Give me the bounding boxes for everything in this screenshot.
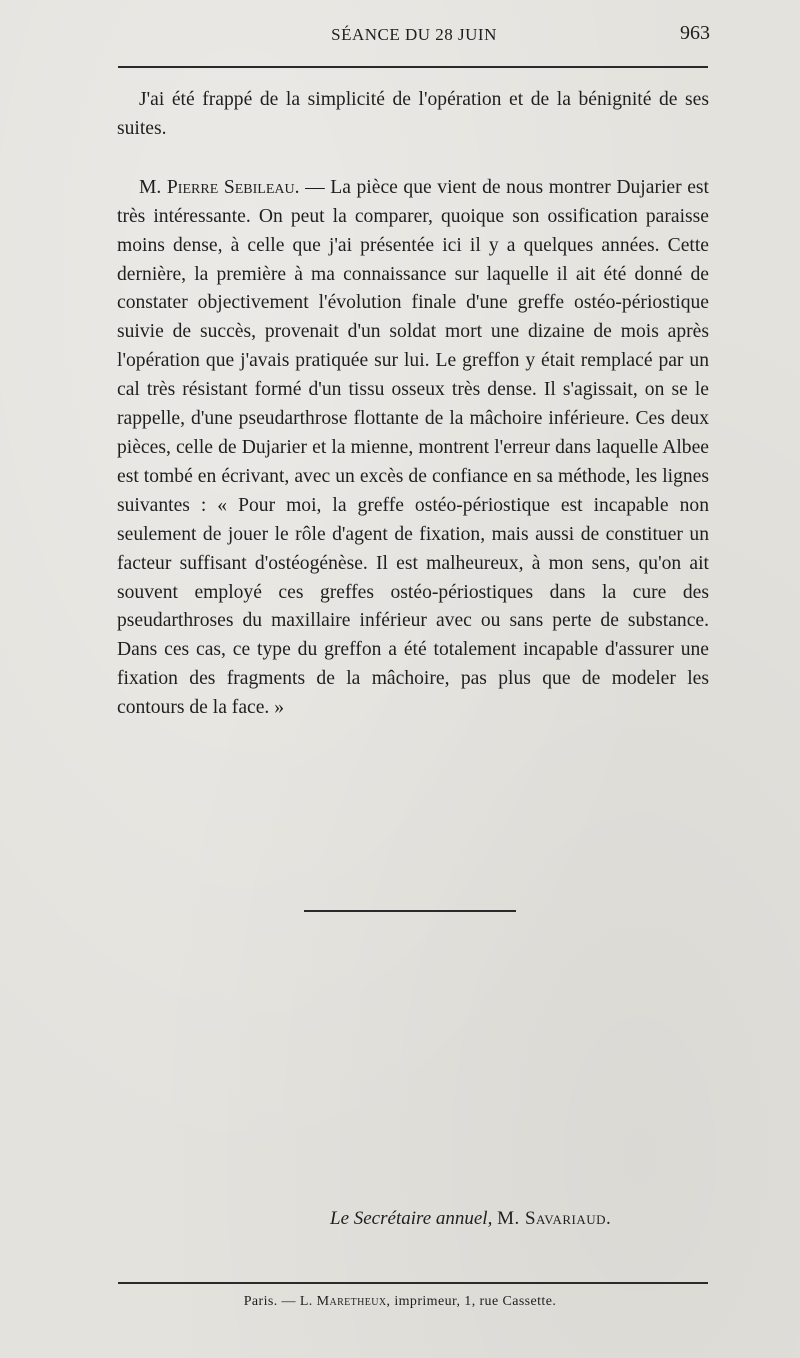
header-rule <box>118 66 708 68</box>
speaker-name: M. Pierre Sebileau. <box>139 176 300 198</box>
footer-rule <box>118 1282 708 1284</box>
signature-name: M. Savariaud. <box>497 1208 612 1229</box>
imprint-printer: L. Maretheux, <box>299 1294 391 1309</box>
running-title: SÉANCE DU 28 JUIN <box>331 25 497 44</box>
imprint <box>0 1294 800 1310</box>
paragraph-2 <box>117 174 709 723</box>
signature <box>330 1208 611 1230</box>
running-head <box>118 22 710 50</box>
page-number: 963 <box>680 22 710 44</box>
paragraph-2-text: — La pièce que vient de nous montrer Dujarier est très intéressante. On peut la comparer, quoique son ossification paraisse moins dense, à celle que j'ai présentée ici il y a quelques années. Cette dernière, la première à ma connaissance sur laquelle il ait été donné de constater objectivement l'évolution finale d'une greffe ostéo-périostique suivie de succès, provenait d'un soldat mort une dizaine de mois après l'opération que j'avais pratiquée sur lui. Le greffon y était remplacé par un cal très résistant formé d'un tissu osseux très dense. Il s'agissait, on se le rappelle, d'une pseudarthrose flottante de la mâchoire inférieure. Ces deux pièces, celle de Dujarier et la mienne, montrent l'erreur dans laquelle Albee est tombé en écrivant, avec un excès de confiance en sa méthode, les lignes suivantes : « Pour moi, la greffe ostéo-périostique est incapable non seulement de jouer le rôle d'agent de fixation, mais aussi de constituer un facteur suffisant d'ostéogénèse. Il est malheureux, à mon sens, qu'on ait souvent employé ces greffes ostéo-périostiques dans la cure des pseudarthroses du maxillaire inférieur avec ou sans perte de substance. Dans ces cas, ce type du greffon a été totalement incapable d'assurer une fixation des fragments de la mâchoire, pas plus que de modeler les contours de la face. » <box>117 176 709 719</box>
imprint-suffix: imprimeur, 1, rue Cassette. <box>390 1294 557 1309</box>
imprint-prefix: Paris. — <box>243 1294 300 1309</box>
body-text <box>117 86 709 723</box>
paragraph-1: J'ai été frappé de la simplicité de l'opération et de la bénignité de ses suites. <box>117 89 709 139</box>
section-end-rule <box>304 910 516 912</box>
signature-role: Le Secrétaire annuel, <box>330 1208 493 1229</box>
